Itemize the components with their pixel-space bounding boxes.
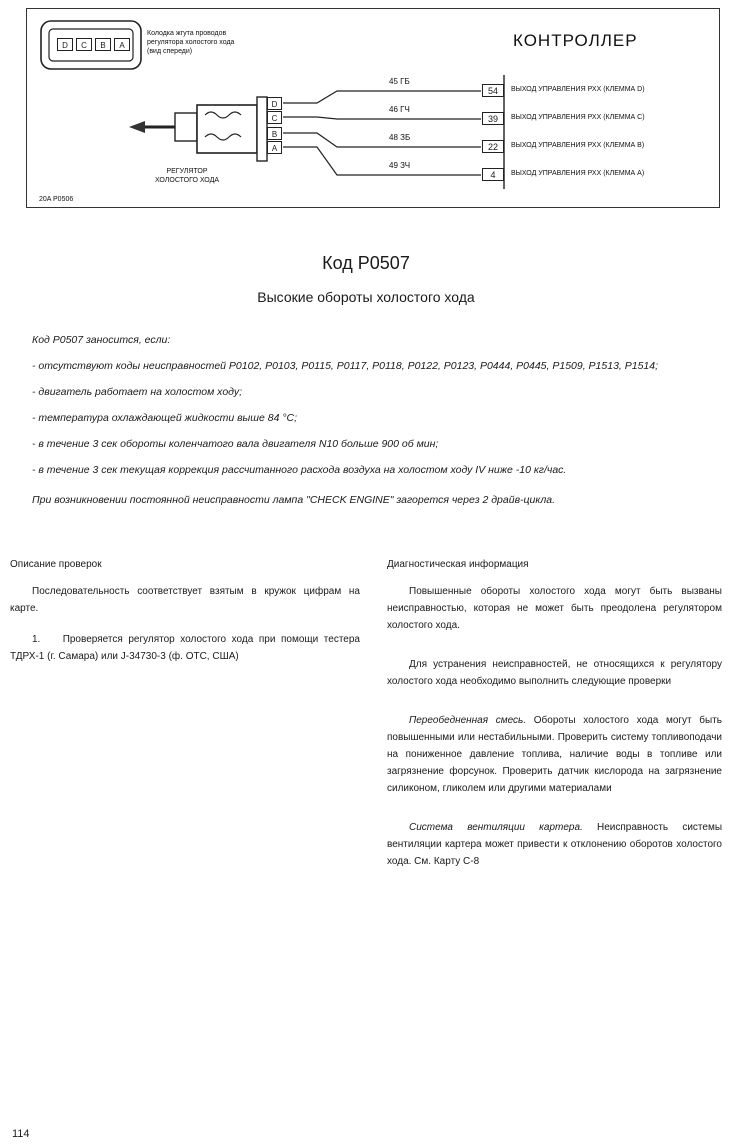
code-subtitle: Высокие обороты холостого хода xyxy=(257,289,475,305)
output-label-a: ВЫХОД УПРАВЛЕНИЯ РХХ (КЛЕММА A) xyxy=(511,170,645,177)
checks-description-column xyxy=(10,556,360,665)
condition-item: - температура охлаждающей жидкости выше 84 °С; xyxy=(32,412,298,424)
controller-title: КОНТРОЛЛЕР xyxy=(513,31,638,50)
crankcase-text: Неисправность системы вентиляции картера может привести к отклонению оборотов холостого хода. См. Карту С-8 xyxy=(387,822,722,867)
wire-b xyxy=(283,133,481,147)
regulator-label: РЕГУЛЯТОР ХОЛОСТОГО ХОДА xyxy=(155,168,219,184)
regulator-nose xyxy=(175,113,197,141)
condition-item: - отсутствуют коды неисправностей P0102, P0103, P0115, P0117, P0118, P0122, P0123, P0444, P0445, P1509, P1513, P1514; xyxy=(32,360,659,372)
output-label-b: ВЫХОД УПРАВЛЕНИЯ РХХ (КЛЕММА B) xyxy=(511,142,645,149)
lean-mixture-title: Переобедненная смесь. xyxy=(409,715,527,726)
controller-pin-39: 39 xyxy=(482,112,504,125)
regulator-flange xyxy=(257,97,267,161)
connector-pin-a: A xyxy=(267,141,282,154)
checks-step-1 xyxy=(10,631,360,665)
wire-c xyxy=(283,117,481,119)
front-pin-c: C xyxy=(76,38,92,51)
diagnostic-paragraph-lean-mixture xyxy=(387,712,722,797)
connector-pin-d: D xyxy=(267,97,282,110)
output-label-d: ВЫХОД УПРАВЛЕНИЯ РХХ (КЛЕММА D) xyxy=(511,86,645,93)
regulator-pintle xyxy=(129,121,145,133)
condition-item: - двигатель работает на холостом ходу; xyxy=(32,386,243,398)
diagnostic-info-column xyxy=(387,556,722,870)
checks-paragraph: Последовательность соответствует взятым в кружок цифрам на карте. xyxy=(10,586,360,614)
front-pin-a: A xyxy=(114,38,130,51)
figure-id: 20A P0506 xyxy=(39,196,74,203)
wire-label-c: 46 ГЧ xyxy=(389,105,410,114)
condition-item: - в течение 3 сек обороты коленчатого вала двигателя N10 больше 900 об мин; xyxy=(32,438,439,450)
controller-pin-4: 4 xyxy=(482,168,504,181)
regulator-body xyxy=(197,105,257,153)
checks-heading: Описание проверок xyxy=(10,559,102,570)
conditions-intro: Код P0507 заносится, если: xyxy=(32,334,171,346)
diagnostic-paragraph: Для устранения неисправностей, не относящихся к регулятору холостого хода необходимо выполнить следующие проверки xyxy=(387,659,722,687)
diagnostic-heading: Диагностическая информация xyxy=(387,559,529,570)
output-label-c: ВЫХОД УПРАВЛЕНИЯ РХХ (КЛЕММА C) xyxy=(511,114,645,121)
wire-label-b: 48 ЗБ xyxy=(389,133,411,142)
page-number: 114 xyxy=(12,1128,30,1140)
diagnostic-paragraph: Повышенные обороты холостого хода могут быть вызваны неисправностью, которая не может быть преодолена регулятором холостого хода. xyxy=(387,586,722,631)
step-text: Проверяется регулятор холостого хода при помощи тестера ТДРХ-1 (г. Самара) или J-34730-3 (ф. ОТС, США) xyxy=(10,634,360,662)
lean-mixture-text: Обороты холостого хода могут быть повышенными или нестабильными. Проверить систему топливоподачи на пониженное давление топлива, наличие воды в топливе или загрязнение форсунок. Проверить датчик кислорода на загрязнение силиконом, гликолем или другими материалами xyxy=(387,715,722,794)
connector-pin-c: C xyxy=(267,111,282,124)
wire-label-d: 45 ГБ xyxy=(389,77,410,86)
conditions-outro: При возникновении постоянной неисправности лампа "CHECK ENGINE" загорется через 2 драйв-цикла. xyxy=(32,494,556,506)
code-title: Код P0507 xyxy=(322,253,410,273)
wire-a xyxy=(283,147,481,175)
front-pin-d: D xyxy=(57,38,73,51)
front-pin-b: B xyxy=(95,38,111,51)
condition-item: - в течение 3 сек текущая коррекция рассчитанного расхода воздуха на холостом ходу IV ниже -10 кг/час. xyxy=(32,464,567,476)
controller-pin-54: 54 xyxy=(482,84,504,97)
controller-pin-22: 22 xyxy=(482,140,504,153)
crankcase-title: Система вентиляции картера. xyxy=(409,822,583,833)
wire-label-a: 49 ЗЧ xyxy=(389,161,411,170)
connector-caption: Колодка жгута проводов регулятора холостого хода (вид спереди) xyxy=(147,30,235,55)
wire-d xyxy=(283,91,481,103)
step-number: 1. xyxy=(32,634,41,645)
diagnostic-paragraph-crankcase xyxy=(387,819,722,870)
wiring-diagram xyxy=(26,8,720,208)
connector-pin-b: B xyxy=(267,127,282,140)
